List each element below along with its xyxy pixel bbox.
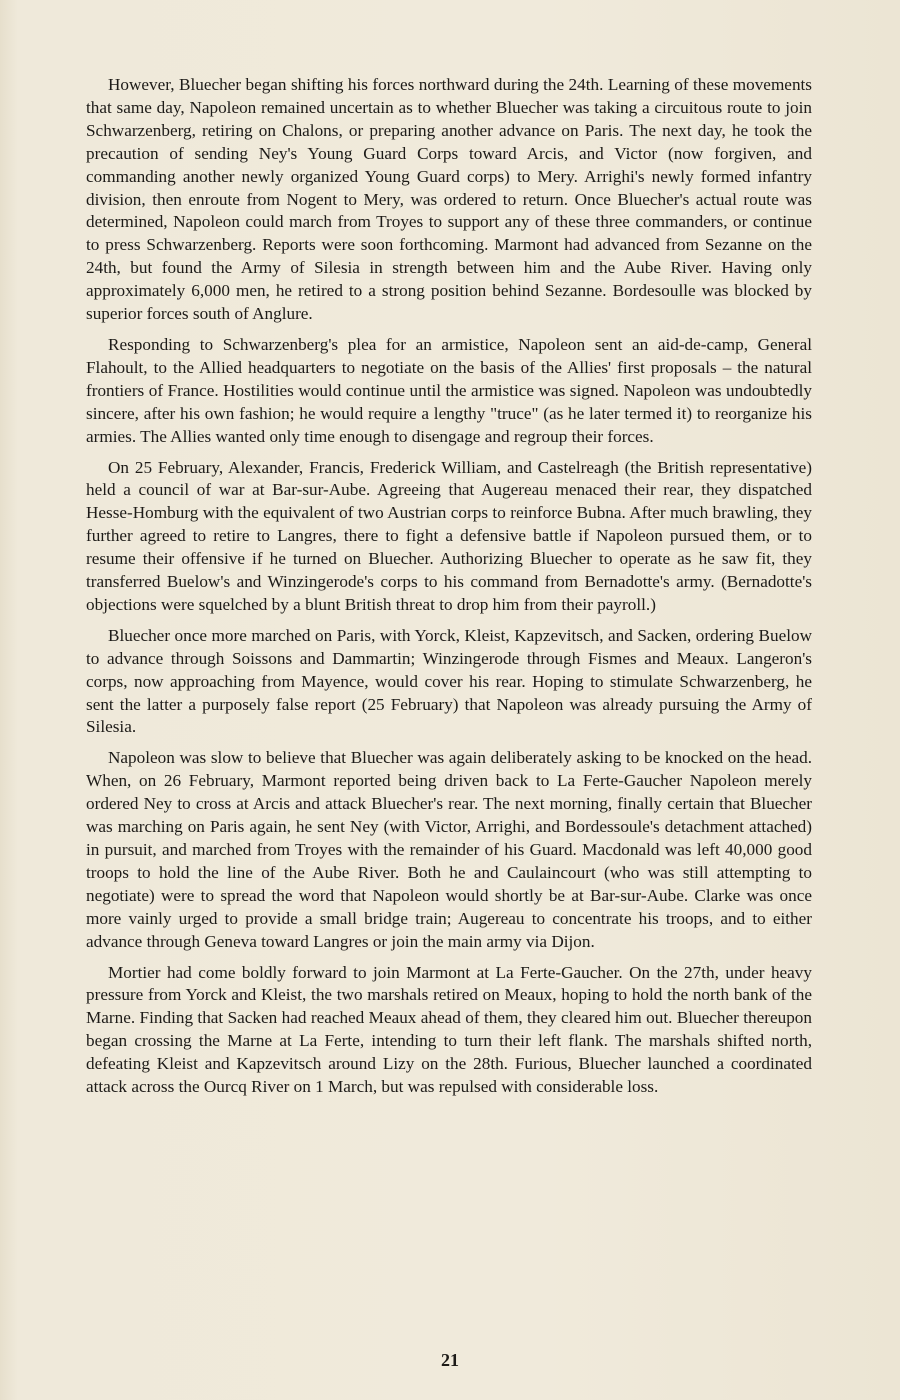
- paragraph-6: Mortier had come boldly forward to join Marmont at La Ferte-Gaucher. On the 27th, under heavy pressure from Yorck and Kleist, the two marshals retired on Meaux, hoping to hold the north bank of the Marne. Finding that Sacken had reached Meaux ahead of them, they cleared him out. Bluecher thereupon began crossing the Marne at La Ferte, intending to turn their left flank. The marshals shifted north, defeating Kleist and Kapzevitsch around Lizy on the 28th. Furious, Bluecher launched a coordinated attack across the Ourcq River on 1 March, but was repulsed with considerable loss.: [86, 962, 812, 1097]
- body-text: [86, 74, 812, 1107]
- paragraph-3: On 25 February, Alexander, Francis, Frederick William, and Castelreagh (the British representative) held a council of war at Bar-sur-Aube. Agreeing that Augereau menaced their rear, they dispatched Hesse-Homburg with the equivalent of two Austrian corps to reinforce Bubna. After much brawling, they further agreed to retire to Langres, there to fight a defensive battle if Napoleon pursued them, or to resume their offensive if he turned on Bluecher. Authorizing Bluecher to operate as he saw fit, they transferred Buelow's and Winzingerode's corps to his command from Bernadotte's army. (Bernadotte's objections were squelched by a blunt British threat to drop him from their payroll.): [86, 457, 812, 614]
- paragraph-4: Bluecher once more marched on Paris, with Yorck, Kleist, Kapzevitsch, and Sacken, ordering Buelow to advance through Soissons and Dammartin; Winzingerode through Fismes and Meaux. Langeron's corps, now approaching from Mayence, would cover his rear. Hoping to stimulate Schwarzenberg, he sent the latter a purposely false report (25 February) that Napoleon was already pursuing the Army of Silesia.: [86, 625, 812, 737]
- paragraph-1: However, Bluecher began shifting his forces northward during the 24th. Learning of these movements that same day, Napoleon remained uncertain as to whether Bluecher was taking a circuitous route to join Schwarzenberg, retiring on Chalons, or preparing another advance on Paris. The next day, he took the precaution of sending Ney's Young Guard Corps toward Arcis, and Victor (now forgiven, and commanding another newly organized Young Guard corps) to Mery. Arrighi's newly formed infantry division, then enroute from Nogent to Mery, was ordered to return. Once Bluecher's actual route was determined, Napoleon could march from Troyes to support any of these three commanders, or continue to press Schwarzenberg. Reports were soon forthcoming. Marmont had advanced from Sezanne on the 24th, but found the Army of Silesia in strength between him and the Aube River. Having only approximately 6,000 men, he retired to a strong position behind Sezanne. Bordesoulle was blocked by superior forces south of Anglure.: [86, 75, 812, 324]
- paragraph-5: Napoleon was slow to believe that Bluecher was again deliberately asking to be knocked on the head. When, on 26 February, Marmont reported being driven back to La Ferte-Gaucher Napoleon merely ordered Ney to cross at Arcis and attack Bluecher's rear. The next morning, finally certain that Bluecher was marching on Paris again, he sent Ney (with Victor, Arrighi, and Bordessoule's detachment attached) in pursuit, and marched from Troyes with the remainder of his Guard. Macdonald was left 40,000 good troops to hold the line of the Aube River. Both he and Caulaincourt (who was still attempting to negotiate) were to spread the word that Napoleon would shortly be at Bar-sur-Aube. Clarke was once more vainly urged to provide a small bridge train; Augereau to concentrate his troops, and to either advance through Geneva toward Langres or join the main army via Dijon.: [86, 748, 812, 951]
- page-number: 21: [441, 1350, 459, 1370]
- paragraph-2: Responding to Schwarzenberg's plea for an armistice, Napoleon sent an aid-de-camp, General Flahoult, to the Allied headquarters to negotiate on the basis of the Allies' first proposals – the natural frontiers of France. Hostilities would continue until the armistice was signed. Napoleon was undoubtedly sincere, after his own fashion; he would require a lengthy "truce" (as he later termed it) to reorganize his armies. The Allies wanted only time enough to disengage and regroup their forces.: [86, 334, 812, 446]
